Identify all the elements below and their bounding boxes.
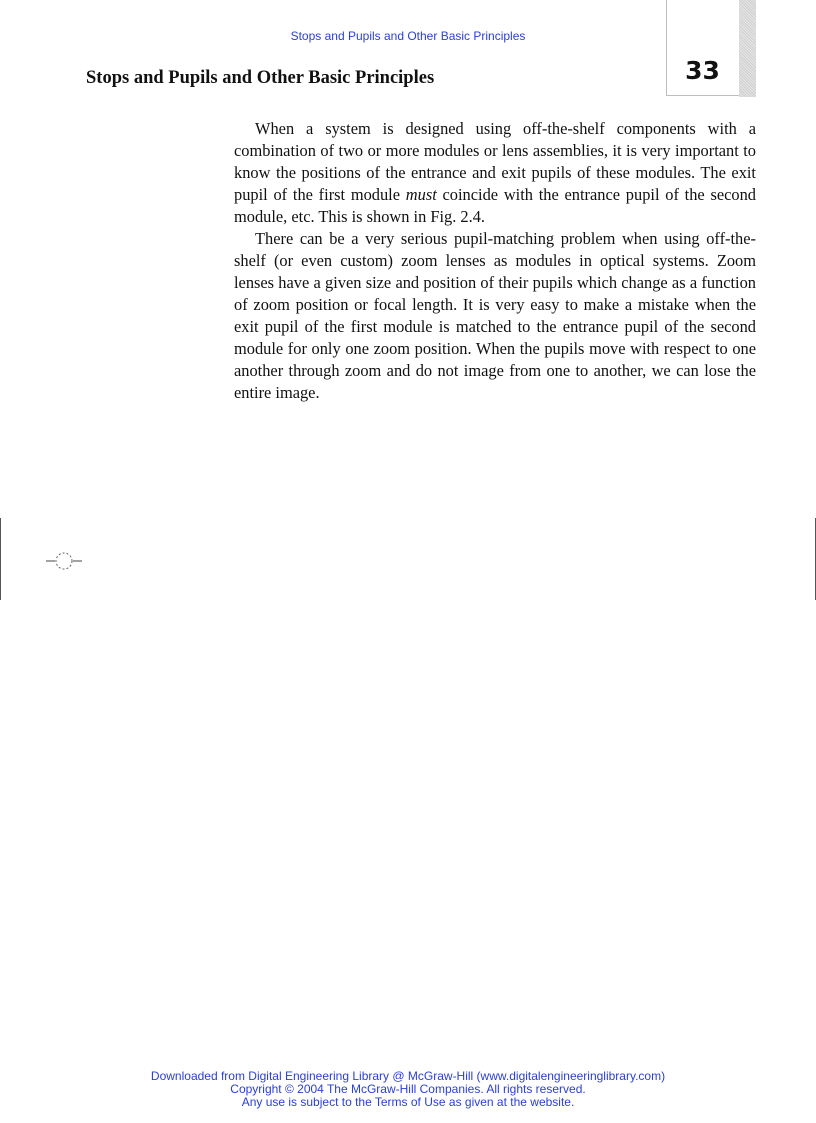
running-header-link[interactable]: Stops and Pupils and Other Basic Principles <box>290 29 526 43</box>
paragraph-1 <box>234 118 756 228</box>
footer-copyright-line: Copyright © 2004 The McGraw-Hill Companies. All rights reserved. <box>230 1082 586 1096</box>
footer-download-link[interactable]: Downloaded from Digital Engineering Library @ McGraw-Hill (www.digitalengineeringlibrary.com) <box>150 1069 666 1083</box>
body-text <box>234 118 756 404</box>
page-tab-shading <box>739 0 756 97</box>
footer-terms-line: Any use is subject to the Terms of Use as given at the website. <box>241 1095 575 1109</box>
page-number: 33 <box>685 56 720 85</box>
registration-mark-icon <box>44 549 84 573</box>
chapter-title: Stops and Pupils and Other Basic Principles <box>86 68 435 88</box>
paragraph-1-text-b: coincide with the entrance pupil of the second module, etc. This is shown in Fig. 2.4. <box>234 185 756 226</box>
footer-copyright <box>0 1070 816 1109</box>
paragraph-2: There can be a very serious pupil-matching problem when using off-the-shelf (or even custom) zoom lenses as modules in optical systems. Zoom lenses have a given size and position of their pupils which change as a function of zoom position or focal length. It is very easy to make a mistake when the exit pupil of the first module is matched to the entrance pupil of the second module for only one zoom position. When the pupils move with respect to one another through zoom and do not image from one to another, we can lose the entire image. <box>234 229 756 402</box>
crop-mark-left <box>0 518 1 600</box>
paragraph-1-text-a: When a system is designed using off-the-shelf components with a combination of two or more modules or lens assemblies, it is very important to know the positions of the entrance and exit pupils of these modules. The exit pupil of the first module <box>234 119 756 204</box>
paragraph-1-emphasis: must <box>405 185 437 204</box>
